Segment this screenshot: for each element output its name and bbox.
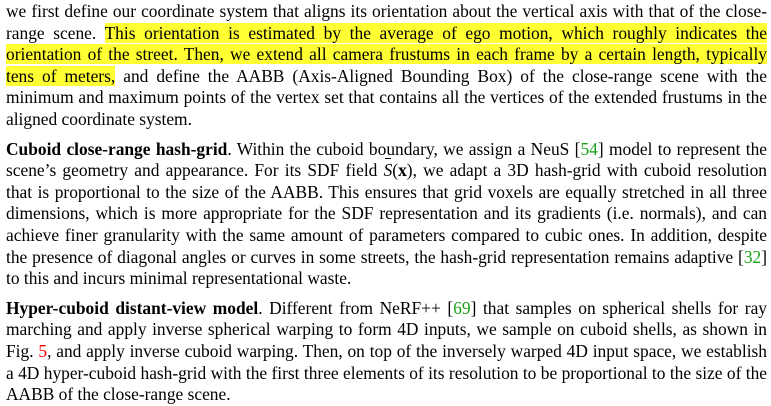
paragraph-text: we first define our coordinate system that aligns its orientation about the vertical axis with that of the close-range scene. xyxy=(6,1,767,43)
citation-link[interactable]: 54 xyxy=(580,138,598,159)
paragraph-text: . Within the cuboid boundary, we assign a NeuS [ xyxy=(227,138,581,159)
paragraph-heading: Hyper-cuboid distant-view model xyxy=(6,297,259,318)
paragraph-coordinate-system xyxy=(6,1,767,131)
paragraph-cuboid-hash-grid xyxy=(6,139,767,290)
citation-link[interactable]: 32 xyxy=(743,246,762,267)
figure-reference-link[interactable]: 5 xyxy=(38,340,48,361)
math-paren-open: ( xyxy=(392,160,399,181)
highlighted-text: This orientation is estimated by the average of ego motion, which roughly indicates the orientation of the street. Then, we extend all camera frustums in each frame by a certain length, typically tens of meters, xyxy=(6,22,767,86)
math-sdf-field xyxy=(384,160,413,180)
paragraph-text: , and apply inverse cuboid warping. Then, on top of the inversely warped 4D input space, we establish a 4D hyper-cuboid hash-grid with the first three elements of its resolution to be proportional to the size of the AABB of the close-range scene. xyxy=(6,340,767,405)
math-paren-close: ) xyxy=(406,160,413,181)
paragraph-text: . Different from NeRF++ [ xyxy=(258,297,454,318)
paragraph-heading: Cuboid close-range hash-grid xyxy=(6,138,228,159)
paragraph-text: , we adapt a 3D hash-grid with cuboid resolution that is proportional to the size of the AABB. This ensures that grid voxels are equally stretched in all three dimensions, which is more appropriate for the SDF representation and its gradients (i.e. normals), and can achieve finer granularity with the same amount of parameters compared to cubic ones. In addition, despite the presence of diagonal angles or curves in some streets, the hash-grid representation remains adaptive [ xyxy=(6,160,767,267)
paragraph-text: ] that samples on spherical shells for ray marching and apply inverse spherical warping to form 4D inputs, we sample on cuboid shells, as shown in Fig. xyxy=(6,297,767,361)
citation-link[interactable]: 69 xyxy=(453,297,471,318)
paragraph-hyper-cuboid xyxy=(6,298,767,406)
paragraph-text: and define the AABB (Axis-Aligned Bounding Box) of the close-range scene with the minimum and maximum points of the vertex set that contains all the vertices of the extended frustums in the aligned coordinate system. xyxy=(6,65,767,129)
math-symbol-s-hat: S xyxy=(383,160,393,181)
math-symbol-x: x xyxy=(398,160,407,181)
paragraph-text: ] to this and incurs minimal representational waste. xyxy=(6,246,767,289)
paragraph-text: ] model to represent the scene’s geometry and appearance. For its SDF field xyxy=(6,138,767,181)
